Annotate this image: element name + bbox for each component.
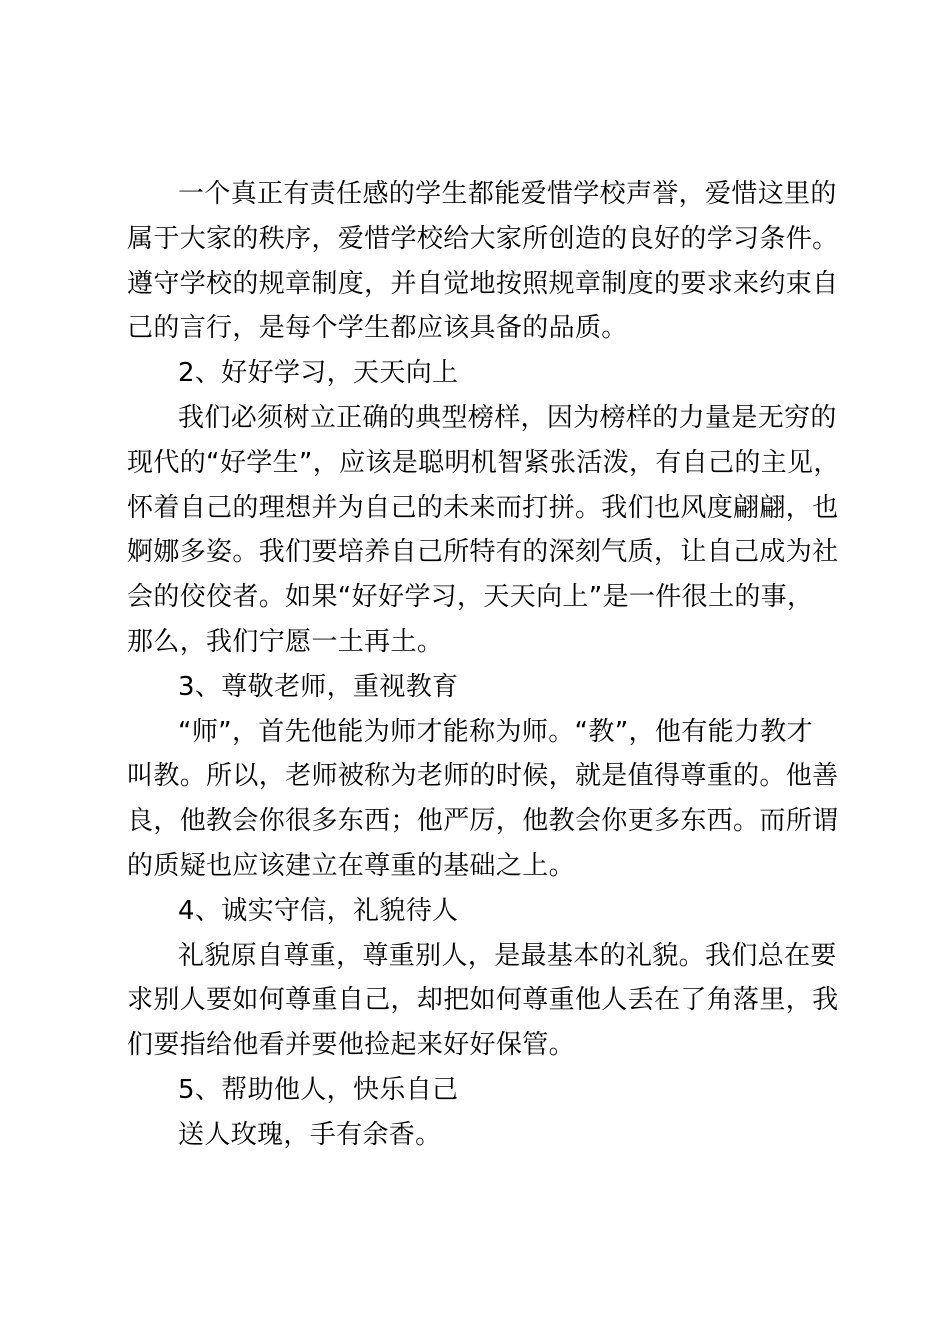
paragraph-line: 一个真正有责任感的学生都能爱惜学校声誉，爱惜这里的 xyxy=(178,179,837,209)
section-heading: 5、帮助他人，快乐自己 xyxy=(178,1074,459,1105)
paragraph-line: 遵守学校的规章制度，并自觉地按照规章制度的要求来约束自 xyxy=(127,268,839,299)
section-heading: 4、诚实守信，礼貌待人 xyxy=(178,895,459,926)
paragraph-line: 现代的“好学生”，应该是聪明机智紧张活泼，有自己的主见， xyxy=(127,447,840,478)
paragraph-line: 们要指给他看并要他捡起来好好保管。 xyxy=(127,1030,575,1061)
paragraph-line: 属于大家的秩序，爱惜学校给大家所创造的良好的学习条件。 xyxy=(127,223,839,254)
paragraph-line: “师”，首先他能为师才能称为师。“教”，他有能力教才 xyxy=(178,716,813,747)
paragraph-line: 怀着自己的理想并为自己的未来而打拼。我们也风度翩翩，也 xyxy=(127,492,839,523)
paragraph-line: 那么，我们宁愿一土再土。 xyxy=(127,626,444,657)
paragraph-line: 会的佼佼者。如果“好好学习，天天向上”是一件很土的事， xyxy=(127,582,814,613)
paragraph-line: 我们必须树立正确的典型榜样，因为榜样的力量是无穷的 xyxy=(178,402,837,433)
paragraph-line: 叫教。所以，老师被称为老师的时候，就是值得尊重的。他善 xyxy=(127,761,839,792)
paragraph-line: 求别人要如何尊重自己，却把如何尊重他人丢在了角落里，我 xyxy=(127,985,839,1016)
paragraph-line: 己的言行，是每个学生都应该具备的品质。 xyxy=(127,313,628,344)
paragraph-line: 的质疑也应该建立在尊重的基础之上。 xyxy=(127,850,575,881)
paragraph-line: 良，他教会你很多东西；他严厉，他教会你更多东西。而所谓 xyxy=(127,806,839,837)
paragraph-line: 礼貌原自尊重，尊重别人，是最基本的礼貌。我们总在要 xyxy=(178,940,837,971)
paragraph-line: 送人玫瑰，手有余香。 xyxy=(178,1119,442,1150)
paragraph-line: 婀娜多姿。我们要培养自己所特有的深刻气质，让自己成为社 xyxy=(127,537,839,568)
section-heading: 3、尊敬老师，重视教育 xyxy=(178,671,459,702)
section-heading: 2、好好学习，天天向上 xyxy=(178,358,459,389)
document-body xyxy=(127,172,840,1158)
